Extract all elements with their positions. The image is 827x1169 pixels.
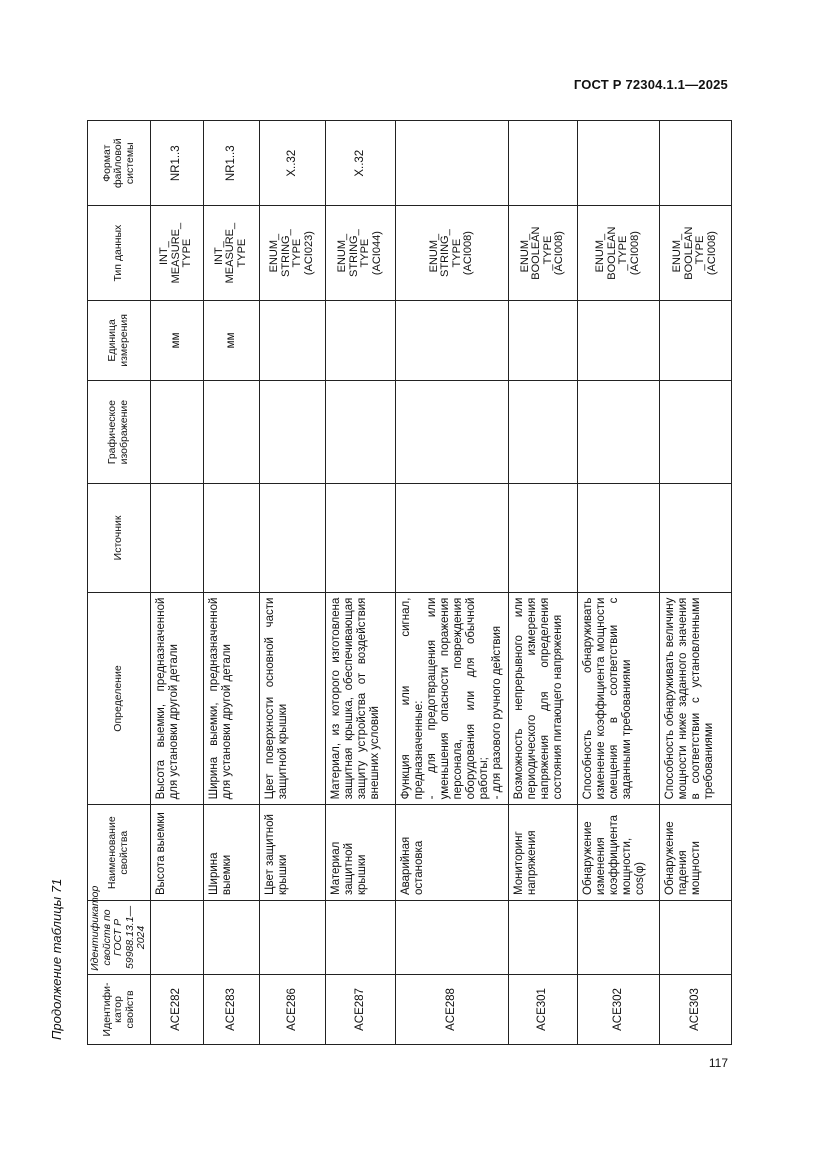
cell-unit: мм: [150, 300, 203, 380]
cell-graphic: [577, 381, 659, 484]
cell-definition: [259, 592, 325, 805]
cell-gost-id: [259, 901, 325, 975]
cell-data-type: [577, 206, 659, 300]
properties-table: [87, 120, 732, 1045]
definition-line: Функция или сигнал, предназначенные:: [399, 597, 425, 800]
definition-line: Способность обнаруживать изменение коэффициента мощности смещения в соответствии с заданными требованиями: [581, 597, 633, 800]
cell-data-type: [395, 206, 508, 300]
cell-file-format: [577, 121, 659, 206]
data-type-line: MEASURE_: [224, 222, 237, 284]
cell-file-format: [395, 121, 508, 206]
data-type-line: STRING_: [439, 229, 451, 277]
table-row: [203, 121, 259, 1045]
table-caption: Продолжение таблицы 71: [49, 878, 64, 1040]
cell-gost-id: [150, 901, 203, 975]
cell-graphic: [259, 381, 325, 484]
data-type-line: INT_: [212, 241, 225, 266]
col-header-id: Идентифи-катор свойств: [88, 974, 151, 1044]
cell-source: [203, 484, 259, 592]
cell-source: [259, 484, 325, 592]
rotated-table-container: [87, 120, 718, 1045]
cell-name: Обнаружение падения мощности: [659, 805, 731, 901]
cell-gost-id: [325, 901, 395, 975]
col-header-definition: Определение: [88, 592, 151, 805]
cell-name: Аварийная остановка: [395, 805, 508, 901]
cell-graphic: [508, 381, 577, 484]
cell-gost-id: [577, 901, 659, 975]
definition-line: Цвет поверхности основной части защитной крышки: [263, 597, 289, 800]
cell-file-format: X..32: [259, 121, 325, 206]
definition-line: Способность обнаруживать величину мощности ниже заданного значения в соответствии с установленными требованиями: [663, 597, 715, 800]
col-header-gost-id: Идентификатор свойств по ГОСТ Р 59988.13.1—2024: [88, 901, 151, 975]
table-body: [150, 121, 731, 1045]
cell-graphic: [325, 381, 395, 484]
data-type-line: TYPE: [235, 238, 248, 268]
cell-name: Обнаружение изменения коэффициента мощности, cos(φ): [577, 805, 659, 901]
cell-data-type: [259, 206, 325, 300]
definition-line: - для разового ручного действия: [490, 625, 503, 800]
cell-unit: [259, 300, 325, 380]
cell-gost-id: [203, 901, 259, 975]
cell-id: ACE303: [659, 974, 731, 1044]
cell-source: [325, 484, 395, 592]
data-type-line: ENUM_: [427, 233, 440, 273]
table-header-row: [88, 121, 151, 1045]
cell-name: Цвет защитной крышки: [259, 805, 325, 901]
table-row: [325, 121, 395, 1045]
cell-definition: [395, 592, 508, 805]
standard-code: ГОСТ Р 72304.1.1—2025: [573, 77, 728, 92]
data-type-line: (ACI008): [462, 231, 474, 276]
cell-definition: [659, 592, 731, 805]
cell-graphic: [150, 381, 203, 484]
table-row: [150, 121, 203, 1045]
cell-name: Материал защитной крышки: [325, 805, 395, 901]
data-type-line: TYPE: [359, 238, 371, 268]
cell-file-format: NR1..3: [150, 121, 203, 206]
cell-definition: [325, 592, 395, 805]
cell-definition: [203, 592, 259, 805]
col-header-source: Источник: [88, 484, 151, 592]
definition-line: Возможность непрерывного или периодического измерения напряжения для определения состояния питающего напряжения: [512, 597, 564, 800]
cell-name: Мониторинг напряжения: [508, 805, 577, 901]
data-type-line: (ACI008): [553, 231, 565, 276]
col-header-data-type: Тип данных: [88, 206, 151, 300]
data-type-line: BOOLEAN: [682, 226, 695, 280]
cell-unit: [508, 300, 577, 380]
definition-line: - для предотвращения или уменьшения опасности поражения персонала, повреждения оборудования или для обычной работы;: [425, 597, 490, 800]
cell-definition: [150, 592, 203, 805]
data-type-line: ENUM_: [518, 233, 531, 273]
data-type-line: TYPE: [181, 238, 194, 268]
cell-source: [577, 484, 659, 592]
cell-graphic: [659, 381, 731, 484]
cell-id: ACE301: [508, 974, 577, 1044]
cell-data-type: [203, 206, 259, 300]
data-type-line: INT_: [158, 241, 171, 266]
cell-data-type: [659, 206, 731, 300]
cell-id: ACE302: [577, 974, 659, 1044]
cell-file-format: NR1..3: [203, 121, 259, 206]
cell-id: ACE283: [203, 974, 259, 1044]
table-row: [508, 121, 577, 1045]
definition-line: Материал, из которого изготовлена защитная крышка, обеспечивающая защиту устройства от воздействия внешних условий: [329, 597, 381, 800]
cell-unit: [659, 300, 731, 380]
cell-definition: [577, 592, 659, 805]
cell-id: ACE282: [150, 974, 203, 1044]
data-type-line: ENUM_: [268, 233, 280, 273]
table-row: [259, 121, 325, 1045]
data-type-line: ENUM_: [594, 233, 606, 273]
cell-gost-id: [508, 901, 577, 975]
cell-data-type: [325, 206, 395, 300]
cell-gost-id: [659, 901, 731, 975]
data-type-line: ENUM_: [336, 233, 348, 273]
col-header-name: Наименование свойства: [88, 805, 151, 901]
cell-id: ACE286: [259, 974, 325, 1044]
data-type-line: STRING_: [347, 229, 360, 277]
cell-graphic: [395, 381, 508, 484]
cell-gost-id: [395, 901, 508, 975]
cell-data-type: [150, 206, 203, 300]
cell-id: ACE288: [395, 974, 508, 1044]
data-type-line: ENUM_: [671, 233, 683, 273]
data-type-line: MEASURE_: [169, 222, 182, 284]
data-type-line: _TYPE: [617, 235, 629, 271]
col-header-file-format: Формат файловой системы: [88, 121, 151, 206]
definition-line: Ширина выемки, предназначенной для установки другой детали: [207, 597, 233, 800]
table-row: [659, 121, 731, 1045]
data-type-line: STRING_: [279, 229, 292, 277]
data-type-line: _TYPE: [694, 235, 706, 271]
cell-name: Ширина выемки: [203, 805, 259, 901]
table-row: [395, 121, 508, 1045]
data-type-line: (ACI044): [370, 231, 383, 276]
data-type-line: (ACI008): [628, 231, 641, 276]
data-type-line: TYPE: [291, 238, 303, 268]
data-type-line: BOOLEAN: [605, 226, 618, 280]
data-type-line: (ACI008): [705, 231, 718, 276]
definition-line: Высота выемки, предназначенной для установки другой детали: [154, 597, 180, 800]
cell-unit: [325, 300, 395, 380]
col-header-unit: Единица измерения: [88, 300, 151, 380]
cell-source: [659, 484, 731, 592]
table-row: [577, 121, 659, 1045]
cell-graphic: [203, 381, 259, 484]
col-header-graphic: Графическое изображение: [88, 381, 151, 484]
data-type-line: TYPE: [450, 238, 463, 268]
cell-name: Высота выемки: [150, 805, 203, 901]
cell-unit: [395, 300, 508, 380]
cell-data-type: [508, 206, 577, 300]
page-number: 117: [708, 1056, 728, 1070]
cell-source: [150, 484, 203, 592]
data-type-line: _TYPE: [541, 235, 554, 271]
data-type-line: BOOLEAN: [530, 226, 542, 280]
cell-file-format: [659, 121, 731, 206]
cell-id: ACE287: [325, 974, 395, 1044]
cell-unit: [577, 300, 659, 380]
cell-definition: [508, 592, 577, 805]
cell-file-format: [508, 121, 577, 206]
cell-source: [508, 484, 577, 592]
data-type-line: (ACI023): [302, 231, 315, 276]
cell-file-format: X..32: [325, 121, 395, 206]
cell-source: [395, 484, 508, 592]
cell-unit: мм: [203, 300, 259, 380]
